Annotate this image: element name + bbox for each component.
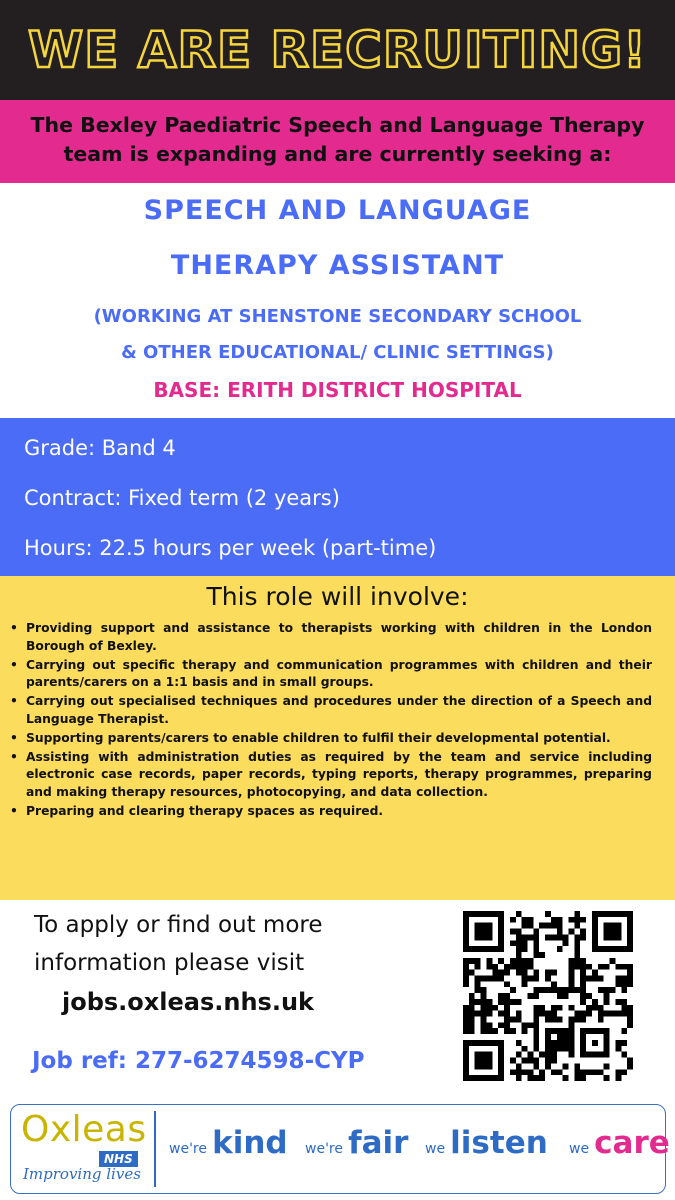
- value-fair: we're fair: [305, 1125, 409, 1161]
- intro-text: The Bexley Paediatric Speech and Language Therapy team is expanding and are currently seeking a:: [30, 113, 645, 166]
- value-word-listen: listen: [450, 1125, 548, 1161]
- list-item: • Carrying out specialised techniques and procedures under the direction of a Speech and Language Therapist.: [10, 694, 652, 726]
- role-title-line2: THERAPY ASSISTANT: [170, 250, 505, 281]
- value-listen: we listen: [425, 1125, 548, 1161]
- value-care: we care: [569, 1125, 670, 1161]
- value-word-fair: fair: [348, 1125, 409, 1161]
- role-location-line1: (WORKING AT SHENSTONE SECONDARY SCHOOL: [93, 306, 582, 327]
- bullet-icon: •: [10, 730, 18, 745]
- list-item: • Supporting parents/carers to enable children to fulfil their developmental potential.: [8, 730, 652, 748]
- job-reference: Job ref: 277-6274598-CYP: [32, 1048, 365, 1074]
- logo-tagline: Improving lives: [23, 1165, 141, 1183]
- intro-banner: [0, 100, 675, 183]
- duties-list: [8, 620, 652, 822]
- bullet-icon: •: [10, 749, 18, 764]
- bullet-icon: •: [10, 657, 18, 672]
- role-section: [0, 183, 675, 418]
- duties-title: This role will involve:: [206, 582, 469, 611]
- headline: WE ARE RECRUITING!: [28, 21, 647, 79]
- hours-text: Hours: 22.5 hours per week (part-time): [24, 536, 437, 560]
- value-kind: we're kind: [169, 1125, 288, 1161]
- contract-text: Contract: Fixed term (2 years): [24, 486, 340, 510]
- footer: [0, 1102, 675, 1198]
- grade-text: Grade: Band 4: [24, 436, 176, 460]
- terms-section: [0, 418, 675, 576]
- role-location-line2: & OTHER EDUCATIONAL/ CLINIC SETTINGS): [121, 342, 554, 363]
- list-item: • Providing support and assistance to therapists working with children in the London Borough of Bexley.: [10, 621, 652, 653]
- bullet-icon: •: [10, 694, 18, 708]
- header-banner: [0, 0, 675, 100]
- nhs-badge: NHS: [99, 1151, 138, 1167]
- qr-code-icon[interactable]: [463, 911, 633, 1081]
- duties-section: [0, 576, 675, 900]
- value-word-kind: kind: [212, 1125, 288, 1161]
- bullet-icon: •: [10, 803, 18, 818]
- role-base: BASE: ERITH DISTRICT HOSPITAL: [153, 378, 522, 402]
- value-word-care: care: [594, 1125, 670, 1161]
- bullet-icon: •: [10, 621, 18, 635]
- jobs-link[interactable]: jobs.oxleas.nhs.uk: [62, 988, 314, 1016]
- apply-text-line1: To apply or find out more: [34, 912, 323, 938]
- role-title-line1: SPEECH AND LANGUAGE: [143, 195, 532, 226]
- apply-section: [0, 900, 675, 1100]
- oxleas-logo: Oxleas: [21, 1109, 147, 1150]
- apply-text-line2: information please visit: [34, 950, 305, 976]
- logo-divider: [154, 1111, 156, 1187]
- list-item: • Assisting with administration duties as required by the team and service including electronic case records, paper records, typing reports, therapy programmes, preparing and making therapy resources, photocopying, and data collection.: [10, 749, 652, 799]
- values-banner: [10, 1104, 670, 1194]
- list-item: • Preparing and clearing therapy spaces as required.: [8, 803, 652, 821]
- list-item: • Carrying out specific therapy and communication programmes with children and their parents/carers on a 1:1 basis and in small groups.: [10, 657, 652, 689]
